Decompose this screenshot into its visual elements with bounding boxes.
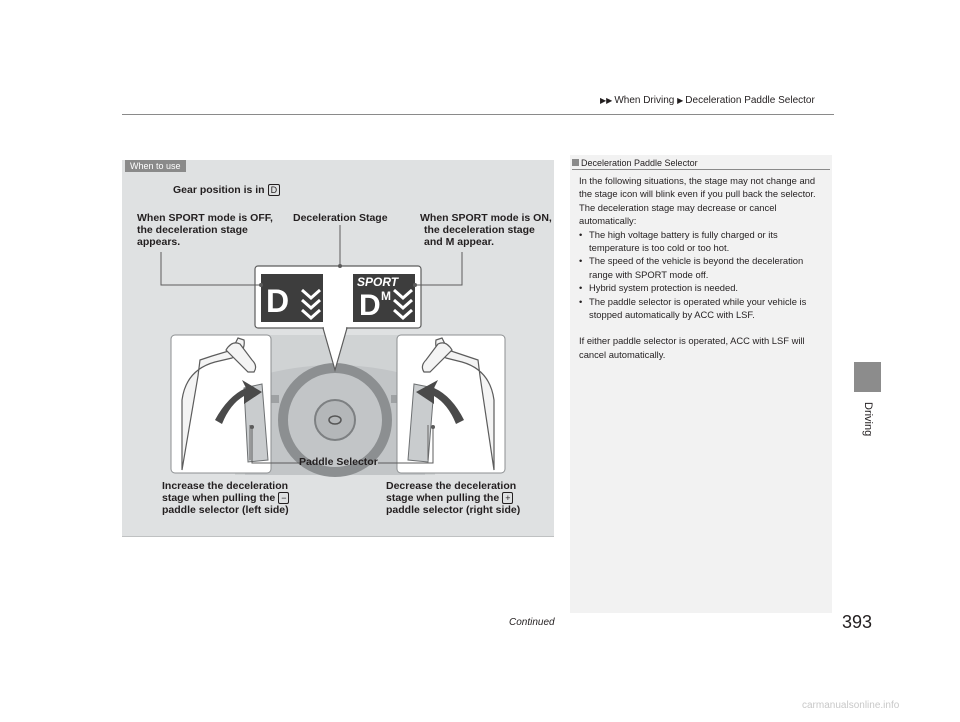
watermark: carmanualsonline.info [802, 700, 900, 711]
gear-d-key-icon: D [268, 184, 281, 196]
display-sport-indicator: SPORT [357, 275, 399, 289]
breadcrumb-arrow-icon: ▶▶ [600, 96, 613, 105]
notes-bullet: • Hybrid system protection is needed. [579, 281, 827, 294]
notes-heading: Deceleration Paddle Selector [572, 158, 698, 168]
notes-divider [572, 169, 830, 170]
left-hand-inset [171, 335, 271, 473]
continued-label: Continued [509, 617, 555, 628]
note-marker-icon [572, 159, 579, 166]
page-number: 393 [842, 612, 873, 632]
display-gear-d-right: D [359, 289, 381, 322]
notes-bullet: • The speed of the vehicle is beyond the deceleration range with SPORT mode off. [579, 254, 827, 281]
section-tab-label: Driving [862, 402, 874, 437]
paddle-selector-label: Paddle Selector [299, 456, 378, 468]
increase-deceleration-label: Increase the deceleration stage when pulling the − paddle selector (left side) [162, 480, 289, 516]
display-m-indicator: M [381, 289, 391, 303]
notes-intro: In the following situations, the stage may not change and the stage icon will blink even if you pull back the selector. The deceleration stage may decrease or cancel automatically: [579, 175, 816, 227]
when-to-use-tag: When to use [125, 160, 186, 172]
deceleration-stage-label: Deceleration Stage [293, 212, 388, 224]
sport-off-label: When SPORT mode is OFF, the deceleration stage appears. [137, 212, 273, 248]
minus-key-icon: − [278, 492, 289, 504]
breadcrumb-arrow-icon: ▶ [677, 96, 684, 105]
gear-position-label: Gear position is in D [173, 184, 280, 196]
notes-bullet: • The high voltage battery is fully charged or its temperature is too cold or too hot. [579, 228, 827, 255]
notes-closing: If either paddle selector is operated, ACC with LSF will cancel automatically. [579, 335, 805, 360]
right-hand-inset [397, 335, 505, 473]
plus-key-icon: + [502, 492, 513, 504]
notes-bullet: • The paddle selector is operated while your vehicle is stopped automatically by ACC with LSF. [579, 295, 827, 322]
sport-on-label: When SPORT mode is ON, the deceleration stage and M appear. [420, 212, 552, 248]
decrease-deceleration-label: Decrease the deceleration stage when pulling the + paddle selector (right side) [386, 480, 521, 516]
notes-body [579, 174, 827, 361]
breadcrumb-item-when-driving[interactable]: When Driving [614, 95, 675, 106]
breadcrumb-item-paddle-selector[interactable]: Deceleration Paddle Selector [685, 95, 815, 106]
display-gear-d-left: D [266, 283, 290, 319]
notes-bullet-list [579, 228, 827, 322]
